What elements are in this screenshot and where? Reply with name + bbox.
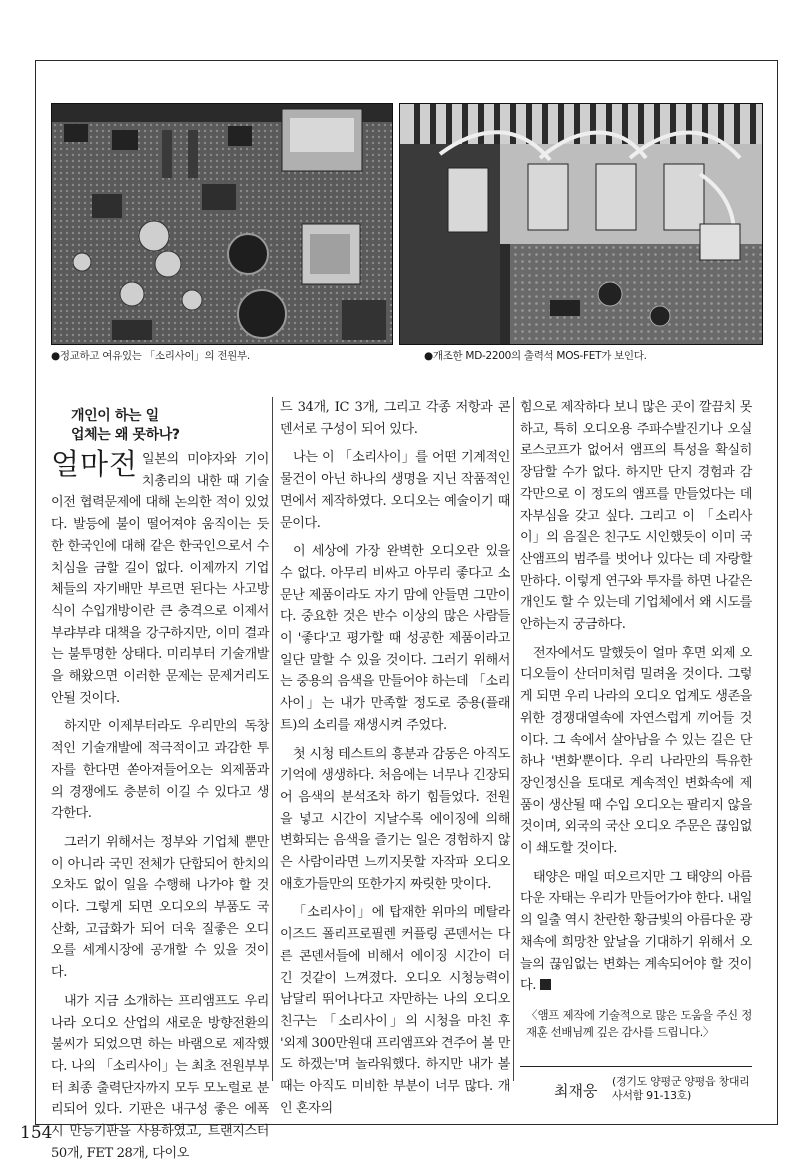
author-name: 최재웅 bbox=[554, 1082, 598, 1100]
page-number: 154 bbox=[20, 1123, 53, 1143]
paragraph: 하지만 이제부터라도 우리만의 독창적인 기술개발에 적극적이고 과감한 투자를 한다면 쏟아져들어오는 외제품과의 경쟁에도 충분히 이길 수 있다고 생각한다. bbox=[51, 719, 269, 822]
article-headline bbox=[71, 407, 269, 445]
paragraph: 「소리사이」에 탑재한 위마의 메탈라이즈드 폴리프로필렌 커플링 콘덴서는 다른 콘덴서들에 비해서 에이징 시간이 더 긴 것같이 느껴졌다. 오디오 시청능력이 남달리 뛰어나다고 자만하는 나의 오디오 친구는 「소리사이」의 시청을 마친 후 '외제 300만원대 프리앰프와 견주어 볼 만도 하겠는'며 놀라워했다. 하지만 내가 볼 때는 아직도 미비한 부분이 너무 많다. 개인 혼자의 bbox=[280, 905, 510, 1116]
paragraph: 내가 지금 소개하는 프리앰프도 우리 나라 오디오 산업의 새로운 방향전환의 불씨가 되었으면 하는 바램으로 제작했다. 나의 「소리사이」는 최초 전원부부터 최종 출력단자까지 모두 모노럴로 분리되어 있다. 기판은 내구성 좋은 에폭시 만능기판을 사용하였고, 트랜지스터 50개, FET 28개, 다이오 bbox=[51, 993, 269, 1161]
end-mark-icon bbox=[540, 979, 551, 990]
paragraph: 첫 시청 테스트의 흥분과 감동은 아직도 기억에 생생하다. 처음에는 너무나 긴장되어 음색의 분석조차 하기 힘들었다. 전원을 넣고 시간이 지날수록 에이징에 의해 변화되는 음색을 즐기는 일은 경험하지 않은 사람이라면 느끼지못할 자작파 오디오 애호가들만의 또한가지 짜릿한 맛이다. bbox=[280, 746, 510, 892]
author-address: (경기도 양평군 양평읍 창대리 사서함 91-13호) bbox=[612, 1075, 750, 1102]
author-block bbox=[520, 1066, 752, 1102]
photo-caption-left: ●정교하고 여유있는 「소리사이」의 전원부. bbox=[51, 350, 250, 362]
paragraph: 그러기 위해서는 정부와 기업체 뿐만이 아니라 국민 전체가 단합되어 한치의 오차도 없이 일을 수행해 나가야 할 것이다. 그렇게 되면 오디오의 부품도 국산화, 고급화가 되어 더욱 질좋은 오디오를 세계시장에 공개할 수 있을 것이다. bbox=[51, 834, 269, 981]
paragraph: 이 세상에 가장 완벽한 오디오란 있을 수 없다. 아무리 비싸고 아무리 좋다고 소문난 제품이라도 자기 맘에 안들면 그만이다. 중요한 것은 반수 이상의 많은 사람들이 '좋다'고 평가할 때 성공한 제품이라고 일단 말할 수 있을 것이다. 그러기 위해서는 중용의 음색을 만들어야 하는데 「소리사이」는 내가 만족할 정도로 중용(플래트)의 소리를 재생시켜 주었다. bbox=[280, 544, 510, 733]
mosfet-image bbox=[400, 104, 762, 344]
paragraph-text: 일본의 미야자와 기이치총리의 내한 때 기술이전 협력문제에 대해 논의한 적이 있었다. 발등에 불이 떨어져야 움직이는 듯한 한국인에 대해 같은 한국인으로서 수치심을 금할 길이 없다. 이제까지 기업체들의 자기배만 부르면 된다는 사고방식이 수입개방이란 큰 충격으로 이제서 부랴부랴 대책을 강구하지만, 이미 결과는 불투명한 상태다. 미리부터 기술개발을 해왔으면 이러한 문제는 문제거리도 안될 것이다. bbox=[51, 452, 269, 706]
paragraph bbox=[520, 867, 752, 997]
paragraph-text: 태양은 매일 떠오르지만 그 태양의 아름다운 자태는 우리가 만들어가야 한다. 내일의 일출 역시 찬란한 황금빛의 아름다운 광채속에 희망찬 앞날을 기대하기 위해서 오늘의 끊임없는 변화는 계속되어야 할 것이다. bbox=[520, 869, 752, 994]
headline-line-1: 개인이 하는 일 bbox=[71, 408, 159, 424]
paragraph: 전자에서도 말했듯이 얼마 후면 외제 오디오들이 산더미처럼 밀려올 것이다. 그렇게 되면 우리 나라의 오디오 업계도 생존을 위한 경쟁대열속에 자연스럽게 끼어들 것이다. 그 속에서 살아남을 수 있는 길은 단 하나 '변화'뿐이다. 우리 나라만의 특유한 장인정신을 토대로 계속적인 변화속에 제품이 생산될 때 수입 오디오는 팔리지 않을 것이며, 외국의 국산 오디오 주문은 끊임없이 쇄도할 것이다. bbox=[520, 645, 752, 857]
column-rule bbox=[272, 397, 273, 1081]
article-column-3 bbox=[520, 397, 752, 1041]
power-supply-image bbox=[52, 104, 392, 344]
mosfet-photo bbox=[399, 103, 763, 345]
headline-line-2: 업체는 왜 못하나? bbox=[71, 427, 180, 443]
drop-cap: 얼마전 bbox=[51, 447, 139, 481]
paragraph: 나는 이 「소리사이」를 어떤 기계적인 물건이 아닌 하나의 생명을 지닌 작품적인 면에서 제작하였다. 오디오는 예술이기 때문이다. bbox=[280, 450, 510, 531]
author-divider bbox=[520, 1066, 752, 1067]
photo-caption-right: ●개조한 MD-2200의 출력석 MOS-FET가 보인다. bbox=[424, 350, 647, 362]
column-rule bbox=[513, 397, 514, 1081]
paragraph: 드 34개, IC 3개, 그리고 각종 저항과 콘덴서로 구성이 되어 있다. bbox=[280, 400, 510, 437]
article-column-1 bbox=[51, 397, 269, 1165]
power-supply-photo bbox=[51, 103, 393, 345]
paragraph bbox=[51, 449, 269, 709]
article-column-2 bbox=[280, 397, 510, 1120]
paragraph: 힘으로 제작하다 보니 많은 곳이 깔끔치 못하고, 특히 오디오용 주파수발진기나 오실로스코프가 없어서 앰프의 특성을 확실히 장담할 수가 없다. 하지만 단지 경험과 감각만으로 이 정도의 앰프를 만들었다는 데 자부심을 갖고 싶다. 그리고 이 「소리사이」의 음질은 친구도 시인했듯이 이미 국산앰프의 범주를 벗어나 있다는 데 자랑할 만하다. 이렇게 연구와 투자를 하면 나같은 개인도 할 수 있는데 기업체에서 왜 시도를 안하는지 궁금하다. bbox=[520, 400, 752, 633]
acknowledgement: 〈앰프 제작에 기술적으로 많은 도움을 주신 정재훈 선배님께 깊은 감사를 드립니다.〉 bbox=[526, 1007, 752, 1039]
